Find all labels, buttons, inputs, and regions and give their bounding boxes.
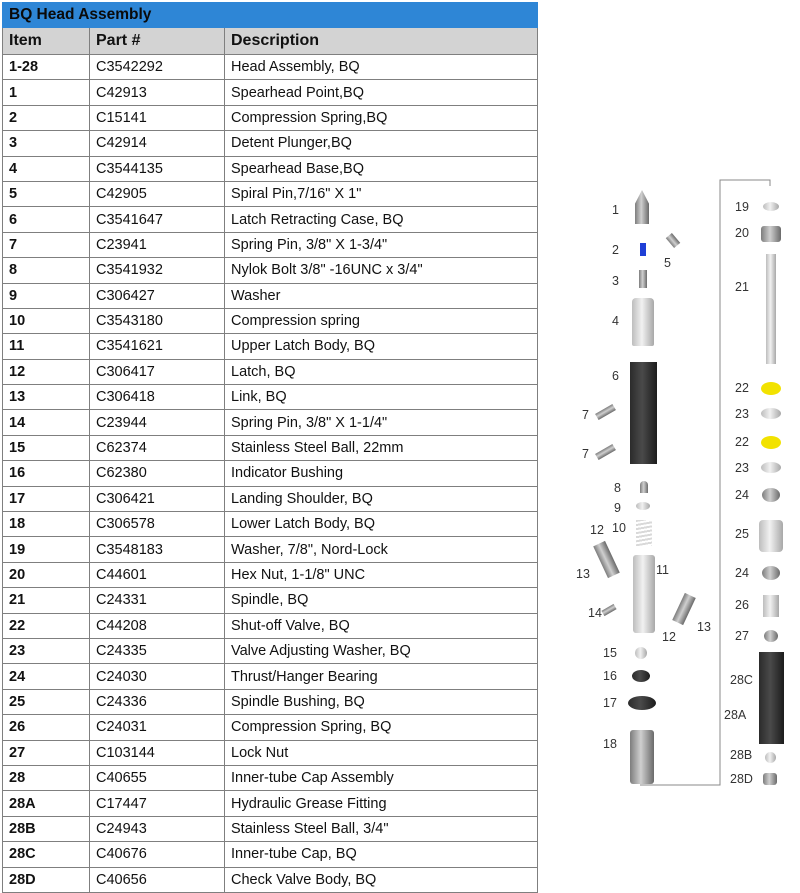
description-cell: Spring Pin, 3/8" X 1-1/4" xyxy=(225,410,538,435)
label-19: 19 xyxy=(735,200,749,214)
table-row xyxy=(3,207,538,232)
upper-latch-body-part xyxy=(633,555,655,633)
table-row xyxy=(3,562,538,587)
item-cell: 20 xyxy=(3,562,90,587)
part-number-cell: C24336 xyxy=(90,689,225,714)
part-number-cell: C306427 xyxy=(90,283,225,308)
part-number-cell: C40655 xyxy=(90,765,225,790)
exploded-assembly-diagram xyxy=(560,170,800,810)
item-cell: 28A xyxy=(3,791,90,816)
description-cell: Check Valve Body, BQ xyxy=(225,867,538,892)
item-cell: 5 xyxy=(3,181,90,206)
item-cell: 19 xyxy=(3,537,90,562)
label-2: 2 xyxy=(612,243,619,257)
label-17: 17 xyxy=(603,696,617,710)
part-number-cell: C44601 xyxy=(90,562,225,587)
description-cell: Spring Pin, 3/8" X 1-3/4" xyxy=(225,232,538,257)
description-cell: Thrust/Hanger Bearing xyxy=(225,664,538,689)
table-row xyxy=(3,613,538,638)
part-number-cell: C62374 xyxy=(90,435,225,460)
part-number-cell: C3548183 xyxy=(90,537,225,562)
description-cell: Detent Plunger,BQ xyxy=(225,131,538,156)
landing-shoulder-part xyxy=(628,696,656,710)
table-row xyxy=(3,537,538,562)
label-23b: 23 xyxy=(735,461,749,475)
table-row xyxy=(3,765,538,790)
label-26: 26 xyxy=(735,598,749,612)
item-cell: 23 xyxy=(3,638,90,663)
table-row xyxy=(3,105,538,130)
label-3: 3 xyxy=(612,274,619,288)
item-cell: 1 xyxy=(3,80,90,105)
item-cell: 25 xyxy=(3,689,90,714)
description-cell: Head Assembly, BQ xyxy=(225,55,538,80)
part-number-cell: C3541647 xyxy=(90,207,225,232)
table-body xyxy=(3,55,538,893)
label-6: 6 xyxy=(612,369,619,383)
item-cell: 9 xyxy=(3,283,90,308)
item-cell: 2 xyxy=(3,105,90,130)
label-7b: 7 xyxy=(582,447,589,461)
description-cell: Lock Nut xyxy=(225,740,538,765)
description-cell: Spearhead Point,BQ xyxy=(225,80,538,105)
hex-nut-part xyxy=(761,226,781,242)
washer-part xyxy=(636,502,650,510)
item-cell: 6 xyxy=(3,207,90,232)
item-cell: 21 xyxy=(3,588,90,613)
description-cell: Spearhead Base,BQ xyxy=(225,156,538,181)
table-row xyxy=(3,156,538,181)
part-number-cell: C44208 xyxy=(90,613,225,638)
label-12b: 12 xyxy=(662,630,676,644)
compression-spring-26-part xyxy=(763,595,779,617)
part-number-cell: C24031 xyxy=(90,715,225,740)
valve-adjusting-washer-upper-part xyxy=(761,408,781,419)
table-row xyxy=(3,55,538,80)
table-row xyxy=(3,308,538,333)
part-number-cell: C42914 xyxy=(90,131,225,156)
table-row xyxy=(3,512,538,537)
item-cell: 16 xyxy=(3,461,90,486)
label-24a: 24 xyxy=(735,488,749,502)
table-row xyxy=(3,791,538,816)
item-cell: 13 xyxy=(3,385,90,410)
detent-plunger-part xyxy=(639,270,647,288)
compression-spring-10-part xyxy=(636,520,652,546)
item-cell: 24 xyxy=(3,664,90,689)
description-cell: Spindle, BQ xyxy=(225,588,538,613)
item-cell: 1-28 xyxy=(3,55,90,80)
table-row xyxy=(3,258,538,283)
table-row xyxy=(3,435,538,460)
header-description: Description xyxy=(225,28,538,55)
table-row xyxy=(3,486,538,511)
label-23a: 23 xyxy=(735,407,749,421)
description-cell: Spiral Pin,7/16" X 1" xyxy=(225,181,538,206)
item-cell: 15 xyxy=(3,435,90,460)
table-row xyxy=(3,359,538,384)
part-number-cell: C42905 xyxy=(90,181,225,206)
label-25: 25 xyxy=(735,527,749,541)
description-cell: Stainless Steel Ball, 22mm xyxy=(225,435,538,460)
label-14: 14 xyxy=(588,606,602,620)
nylok-bolt-part xyxy=(640,481,648,493)
table-row xyxy=(3,638,538,663)
item-cell: 26 xyxy=(3,715,90,740)
table-row xyxy=(3,689,538,714)
part-number-cell: C24030 xyxy=(90,664,225,689)
part-number-cell: C3544135 xyxy=(90,156,225,181)
part-number-cell: C306417 xyxy=(90,359,225,384)
indicator-bushing-part xyxy=(632,670,650,682)
label-28b: 28B xyxy=(730,748,753,762)
part-number-cell: C23941 xyxy=(90,232,225,257)
item-cell: 12 xyxy=(3,359,90,384)
description-cell: Nylok Bolt 3/8" -16UNC x 3/4" xyxy=(225,258,538,283)
description-cell: Inner-tube Cap Assembly xyxy=(225,765,538,790)
description-cell: Landing Shoulder, BQ xyxy=(225,486,538,511)
compression-spring-part xyxy=(640,243,646,256)
parts-table xyxy=(2,2,537,893)
table-title-row xyxy=(3,3,538,28)
description-cell: Hex Nut, 1-1/8" UNC xyxy=(225,562,538,587)
item-cell: 14 xyxy=(3,410,90,435)
label-28d: 28D xyxy=(730,772,753,786)
header-part-number: Part # xyxy=(90,28,225,55)
description-cell: Inner-tube Cap, BQ xyxy=(225,842,538,867)
description-cell: Washer xyxy=(225,283,538,308)
label-18: 18 xyxy=(603,737,617,751)
table-row xyxy=(3,664,538,689)
item-cell: 17 xyxy=(3,486,90,511)
description-cell: Valve Adjusting Washer, BQ xyxy=(225,638,538,663)
shut-off-valve-upper-part xyxy=(761,382,781,395)
thrust-bearing-lower-part xyxy=(762,566,780,580)
label-24b: 24 xyxy=(735,566,749,580)
item-cell: 18 xyxy=(3,512,90,537)
latch-retracting-case-part xyxy=(630,362,657,464)
label-11: 11 xyxy=(656,563,669,577)
table-row xyxy=(3,588,538,613)
spindle-part xyxy=(766,254,776,364)
label-20: 20 xyxy=(735,226,749,240)
part-number-cell: C24331 xyxy=(90,588,225,613)
part-number-cell: C40676 xyxy=(90,842,225,867)
part-number-cell: C3542292 xyxy=(90,55,225,80)
label-1: 1 xyxy=(612,203,619,217)
part-number-cell: C3541932 xyxy=(90,258,225,283)
lower-latch-body-part xyxy=(630,730,654,784)
label-7a: 7 xyxy=(582,408,589,422)
part-number-cell: C306578 xyxy=(90,512,225,537)
description-cell: Spindle Bushing, BQ xyxy=(225,689,538,714)
part-number-cell: C306421 xyxy=(90,486,225,511)
item-cell: 11 xyxy=(3,334,90,359)
check-valve-body-part xyxy=(763,773,777,785)
part-number-cell: C3543180 xyxy=(90,308,225,333)
spindle-bushing-part xyxy=(759,520,783,552)
stainless-steel-ball-part xyxy=(635,647,647,659)
label-27: 27 xyxy=(735,629,749,643)
description-cell: Compression spring xyxy=(225,308,538,333)
item-cell: 28 xyxy=(3,765,90,790)
description-cell: Latch, BQ xyxy=(225,359,538,384)
label-10: 10 xyxy=(612,521,626,535)
part-number-cell: C23944 xyxy=(90,410,225,435)
label-22a: 22 xyxy=(735,381,749,395)
table-row xyxy=(3,816,538,841)
item-cell: 7 xyxy=(3,232,90,257)
valve-adjusting-washer-lower-part xyxy=(761,462,781,473)
label-8: 8 xyxy=(614,481,621,495)
part-number-cell: C24943 xyxy=(90,816,225,841)
label-4: 4 xyxy=(612,314,619,328)
description-cell: Washer, 7/8", Nord-Lock xyxy=(225,537,538,562)
table-row xyxy=(3,740,538,765)
lock-nut-part xyxy=(764,630,778,642)
description-cell: Lower Latch Body, BQ xyxy=(225,512,538,537)
table-row xyxy=(3,232,538,257)
table-header-row xyxy=(3,28,538,55)
part-number-cell: C103144 xyxy=(90,740,225,765)
part-number-cell: C62380 xyxy=(90,461,225,486)
header-item: Item xyxy=(3,28,90,55)
table-row xyxy=(3,385,538,410)
table-title: BQ Head Assembly xyxy=(3,3,538,28)
label-9: 9 xyxy=(614,501,621,515)
table-row xyxy=(3,334,538,359)
part-number-cell: C3541621 xyxy=(90,334,225,359)
part-number-cell: C42913 xyxy=(90,80,225,105)
description-cell: Indicator Bushing xyxy=(225,461,538,486)
part-number-cell: C15141 xyxy=(90,105,225,130)
description-cell: Compression Spring, BQ xyxy=(225,715,538,740)
item-cell: 28C xyxy=(3,842,90,867)
label-22b: 22 xyxy=(735,435,749,449)
label-5: 5 xyxy=(664,256,671,270)
item-cell: 28B xyxy=(3,816,90,841)
label-28a: 28A xyxy=(724,708,747,722)
label-15: 15 xyxy=(603,646,617,660)
description-cell: Stainless Steel Ball, 3/4" xyxy=(225,816,538,841)
part-number-cell: C17447 xyxy=(90,791,225,816)
table-row xyxy=(3,461,538,486)
label-13a: 13 xyxy=(576,567,590,581)
item-cell: 10 xyxy=(3,308,90,333)
item-cell: 8 xyxy=(3,258,90,283)
label-21: 21 xyxy=(735,280,749,294)
item-cell: 4 xyxy=(3,156,90,181)
part-number-cell: C24335 xyxy=(90,638,225,663)
label-12a: 12 xyxy=(590,523,604,537)
table-row xyxy=(3,715,538,740)
table-row xyxy=(3,80,538,105)
table-row xyxy=(3,867,538,892)
table-row xyxy=(3,842,538,867)
table-row xyxy=(3,131,538,156)
label-13b: 13 xyxy=(697,620,711,634)
shut-off-valve-lower-part xyxy=(761,436,781,449)
stainless-steel-ball-28b-part xyxy=(765,752,776,763)
table-row xyxy=(3,283,538,308)
item-cell: 27 xyxy=(3,740,90,765)
part-number-cell: C306418 xyxy=(90,385,225,410)
description-cell: Shut-off Valve, BQ xyxy=(225,613,538,638)
description-cell: Compression Spring,BQ xyxy=(225,105,538,130)
part-number-cell: C40656 xyxy=(90,867,225,892)
description-cell: Latch Retracting Case, BQ xyxy=(225,207,538,232)
label-28c: 28C xyxy=(730,673,753,687)
inner-tube-cap-part xyxy=(759,652,784,744)
label-16: 16 xyxy=(603,669,617,683)
washer-19-part xyxy=(763,202,779,211)
item-cell: 3 xyxy=(3,131,90,156)
description-cell: Hydraulic Grease Fitting xyxy=(225,791,538,816)
thrust-bearing-upper-part xyxy=(762,488,780,502)
spearhead-base-part xyxy=(632,298,654,346)
item-cell: 28D xyxy=(3,867,90,892)
table-row xyxy=(3,181,538,206)
item-cell: 22 xyxy=(3,613,90,638)
description-cell: Link, BQ xyxy=(225,385,538,410)
table-row xyxy=(3,410,538,435)
description-cell: Upper Latch Body, BQ xyxy=(225,334,538,359)
